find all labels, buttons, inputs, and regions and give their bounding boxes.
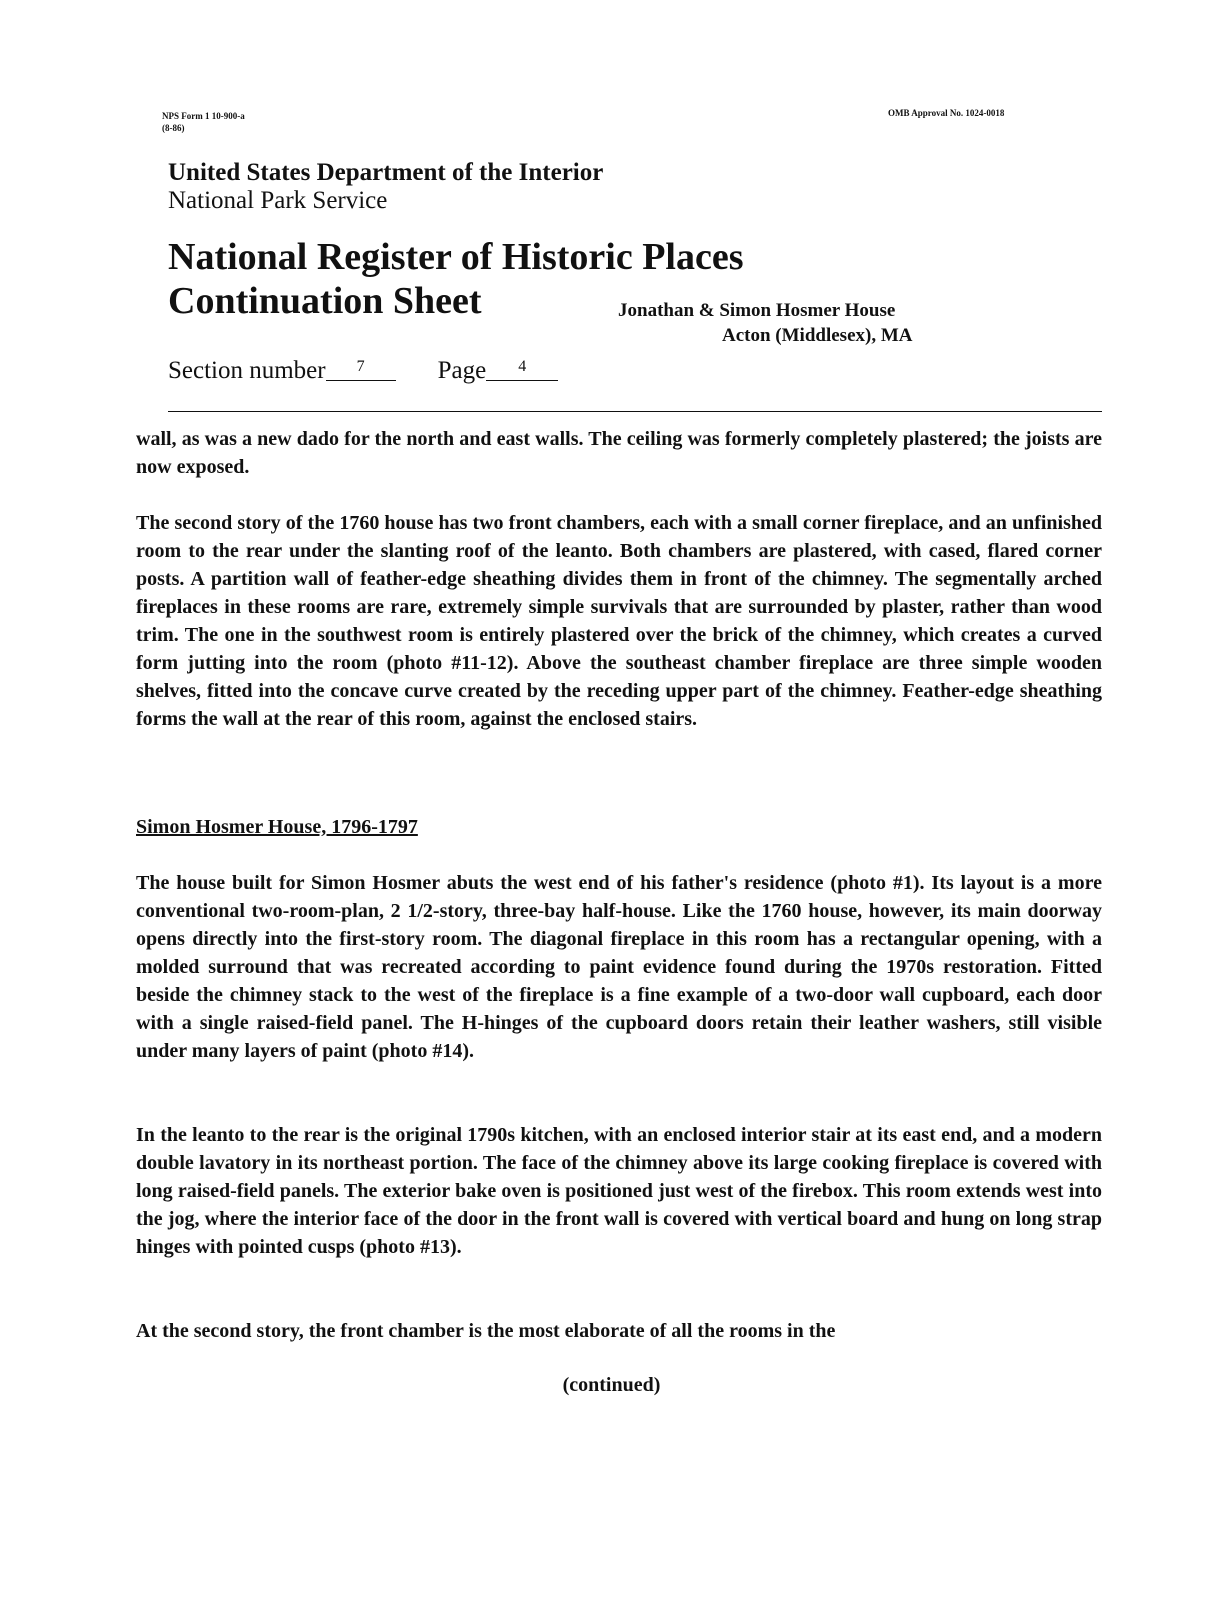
continuation-sheet-title: Continuation Sheet (168, 280, 482, 322)
paragraph-2: The second story of the 1760 house has two front chambers, each with a small corner fireplace, and an unfinished room to the rear under the slanting roof of the leanto. Both chambers are plastered, with cased, flared corner posts. A partition wall of feather-edge sheathing divides them in front of the chimney. The segmentally arched fireplaces in these rooms are rare, extremely simple survivals that are surrounded by plaster, rather than wood trim. The one in the southwest room is entirely plastered over the brick of the chimney, which creates a curved form jutting into the room (photo #11-12). Above the southeast chamber fireplace are three simple wooden shelves, fitted into the concave curve created by the receding upper part of the chimney. Feather-edge sheathing forms the wall at the rear of this room, against the enclosed stairs. (136, 512, 1102, 730)
form-identifier (162, 110, 245, 134)
agency-name: National Park Service (168, 187, 388, 214)
page-number: 4 (486, 356, 558, 381)
continued-note: (continued) (562, 1374, 661, 1396)
register-title: National Register of Historic Places (168, 236, 744, 278)
paragraph-5: At the second story, the front chamber is the most elaborate of all the rooms in the (136, 1320, 836, 1342)
form-number: NPS Form 1 10-900-a (162, 111, 245, 121)
section-page-line (168, 356, 558, 386)
section-number: 7 (326, 356, 396, 381)
paragraph-3: The house built for Simon Hosmer abuts the west end of his father's residence (photo #1). Its layout is a more conventional two-room-plan, 2 1/2-story, three-bay half-house. Like the 1760 house, however, its main doorway opens directly into the first-story room. The diagonal fireplace in this room has a rectangular opening, with a molded surround that was recreated according to paint evidence found during the 1970s restoration. Fitted beside the chimney stack to the west of the fireplace is a fine example of a two-door wall cupboard, each door with a single raised-field panel. The H-hinges of the cupboard doors retain their leather washers, still visible under many layers of paint (photo #14). (136, 872, 1102, 1062)
department-name: United States Department of the Interior (168, 159, 604, 186)
property-name: Jonathan & Simon Hosmer House (618, 300, 896, 321)
section-subheading: Simon Hosmer House, 1796-1797 (136, 816, 418, 838)
paragraph-1: wall, as was a new dado for the north and east walls. The ceiling was formerly completely plastered; the joists are now exposed. (136, 428, 1102, 478)
omb-approval: OMB Approval No. 1024-0018 (888, 108, 1005, 118)
form-date: (8-86) (162, 123, 185, 133)
section-label: Section number (168, 357, 326, 384)
header-divider (168, 411, 1102, 412)
page-label: Page (437, 357, 487, 384)
paragraph-4: In the leanto to the rear is the original 1790s kitchen, with an enclosed interior stair at its east end, and a modern double lavatory in its northeast portion. The face of the chimney above its large cooking fireplace is covered with long raised-field panels. The exterior bake oven is positioned just west of the firebox. This room extends west into the jog, where the interior face of the door in the front wall is covered with vertical board and hung on long strap hinges with pointed cusps (photo #13). (136, 1124, 1102, 1258)
property-location: Acton (Middlesex), MA (722, 325, 913, 346)
